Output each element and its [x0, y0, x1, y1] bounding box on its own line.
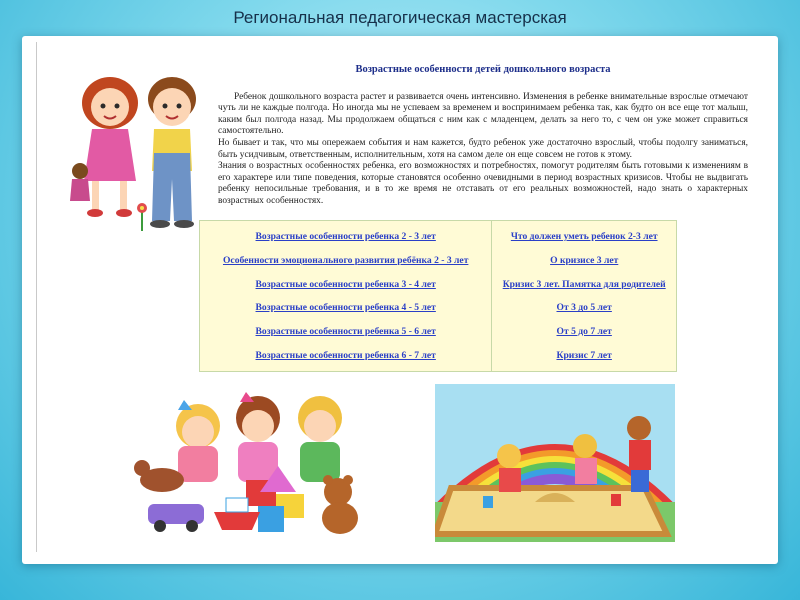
divider [36, 42, 37, 552]
article-heading: Возрастные особенности детей дошкольного возраста [355, 64, 611, 75]
link-5-to-7[interactable]: От 5 до 7 лет [556, 325, 612, 337]
link-age-4-5[interactable]: Возрастные особенности ребенка 4 - 5 лет [255, 302, 436, 314]
article-paragraph: Ребенок дошкольного возраста растет и развивается очень интенсивно. Изменения в ребенке внимательные взрослые отмечают чуть ли не каждые полгода. Но иногда мы не успеваем за временем и воспринимаем ребенка так, как будто он все еще тот малыш, каким был полгода назад. Мы продолжаем общаться с ним как с младенцем, делать за него то, с чем он уже может справиться самостоятельно. [218, 91, 748, 137]
link-crisis-3-memo[interactable]: Кризис 3 лет. Памятка для родителей [502, 278, 666, 290]
links-table [199, 220, 677, 372]
sandbox-illustration [435, 384, 675, 542]
children-toys-illustration [128, 384, 380, 544]
link-age-6-7[interactable]: Возрастные особенности ребенка 6 - 7 лет [255, 349, 436, 361]
link-age-5-6[interactable]: Возрастные особенности ребенка 5 - 6 лет [255, 325, 436, 337]
link-crisis-3[interactable]: О кризисе 3 лет [550, 254, 619, 266]
link-emotional-2-3[interactable]: Особенности эмоционального развития ребёнка 2 - 3 лет [222, 254, 469, 266]
article-paragraph: Знания о возрастных особенностях ребенка, его возможностях и потребностях, помогут родителям быть готовыми к изменениям в его характере или типе поведения, которые становятся особенно очевидными в период возрастных кризисов. Чтобы не выдвигать ребенку непосильные требования, и в то же время не отставать от его реальных возможностей, надо знать о характерных возрастных особенностях. [218, 161, 748, 206]
slide-title: Региональная педагогическая мастерская [233, 8, 567, 27]
link-crisis-7[interactable]: Кризис 7 лет [556, 349, 612, 361]
link-skills-2-3[interactable]: Что должен уметь ребенок 2-3 лет [510, 231, 658, 243]
links-column-right [492, 221, 676, 371]
link-3-to-5[interactable]: От 3 до 5 лет [556, 302, 612, 314]
kids-illustration [62, 61, 222, 236]
link-age-2-3[interactable]: Возрастные особенности ребенка 2 - 3 лет [255, 231, 436, 243]
article-paragraph: Но бывает и так, что мы опережаем события и нам кажется, будто ребенок уже достаточно взрослый, чтобы подолгу заниматься, быть усидчивым, ответственным, исполнительным, хотя на самом деле он еще совсем не готов к этому. [218, 137, 748, 160]
content-card [22, 36, 778, 564]
link-age-3-4[interactable]: Возрастные особенности ребенка 3 - 4 лет [255, 278, 436, 290]
links-column-left [200, 221, 492, 371]
article [218, 64, 748, 208]
